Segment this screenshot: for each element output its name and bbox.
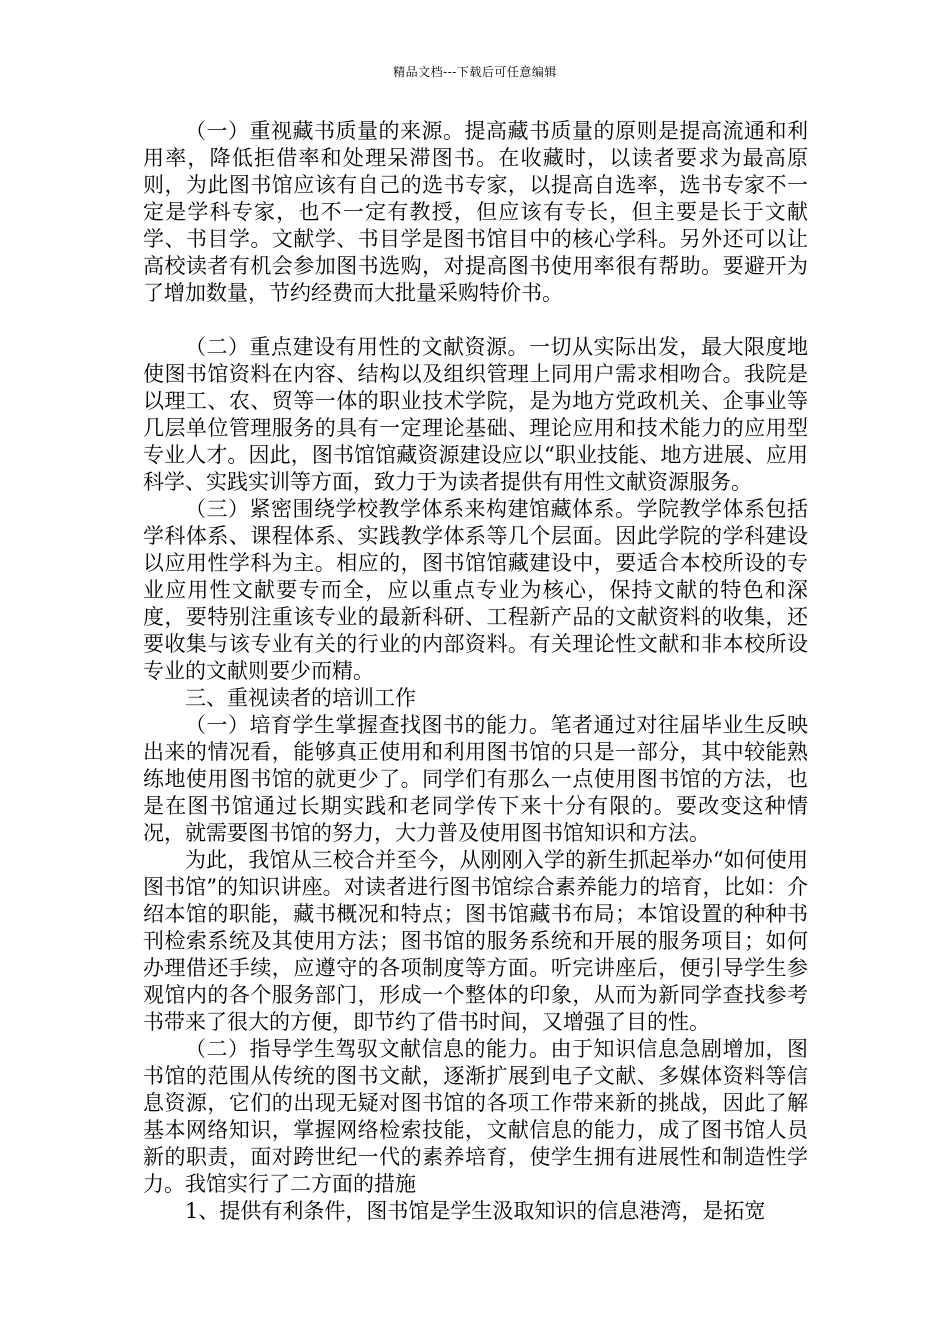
paragraph-favorable-conditions: 1、提供有利条件，图书馆是学生汲取知识的信息港湾，是拓宽 bbox=[185, 1199, 766, 1223]
section-heading-reader-training: 三、重视读者的培训工作 bbox=[185, 686, 416, 710]
paragraph-useful-resources: （二）重点建设有用性的文献资源。一切从实际出发，最大限度地使图书馆资料在内容、结构以及组织管理上同用户需求相吻合。我院是以理工、农、贸等一体的职业技术学院，是为地方党政机关、企事业等几层单位管理服务的具有一定理论基础、理论应用和技术能力的应用型专业人才。因此，图书馆馆藏资源建设应以“职业技能、地方进展、应用科学、实践实训等方面，致力于为读者提供有用性文献资源服务。 bbox=[143, 335, 808, 494]
paragraph-teaching-system: （三）紧密围绕学校教学体系来构建馆藏体系。学院教学体系包括学科体系、课程体系、实践教学体系等几个层面。因此学院的学科建设以应用性学科为主。相应的，图书馆馆藏建设中，要适合本校所设的专业应用性文献要专而全，应以重点专业为核心，保持文献的特色和深度，要特别注重该专业的最新科研、工程新产品的文献资料的收集，还要收集与该专业有关的行业的内部资料。有关理论性文献和非本校所设专业的文献则要少而精。 bbox=[143, 497, 808, 683]
paragraph-library-lectures: 为此，我馆从三校合并至今，从刚刚入学的新生抓起举办“如何使用图书馆”的知识讲座。对读者进行图书馆综合素养能力的培育，比如：介绍本馆的职能，藏书概况和特点；图书馆藏书布局；本馆设置的种种书刊检索系统及其使用方法；图书馆的服务系统和开展的服务项目；如何办理借还手续，应遵守的各项制度等方面。听完讲座后，便引导学生参观馆内的各个服务部门，形成一个整体的印象，从而为新同学查找参考书带来了很大的方便，即节约了借书时间，又增强了目的性。 bbox=[143, 848, 808, 1034]
paragraph-information-literacy: （二）指导学生驾驭文献信息的能力。由于知识信息急剧增加，图书馆的范围从传统的图书文献，逐渐扩展到电子文献、多媒体资料等信息资源，它们的出现无疑对图书馆的各项工作带来新的挑战，因此了解基本网络知识，掌握网络检索技能，文献信息的能力，成了图书馆人员新的职责，面对跨世纪一代的素养培育，使学生拥有进展性和制造性学力。我馆实行了二方面的措施 bbox=[143, 1037, 808, 1196]
paragraph-find-books-ability: （一）培育学生掌握查找图书的能力。笔者通过对往届毕业生反映出来的情况看，能够真正使用和利用图书馆的只是一部分，其中较能熟练地使用图书馆的就更少了。同学们有那么一点使用图书馆的方法，也是在图书馆通过长期实践和老同学传下来十分有限的。要改变这种情况，就需要图书馆的努力，大力普及使用图书馆知识和方法。 bbox=[143, 713, 808, 845]
paragraph-collection-quality: （一）重视藏书质量的来源。提高藏书质量的原则是提高流通和利用率，降低拒借率和处理呆滞图书。在收藏时，以读者要求为最高原则，为此图书馆应该有自己的选书专家，以提高自选率，选书专家不一定是学科专家，也不一定有教授，但应该有专长，但主要是长于文献学、书目学。文献学、书目学是图书馆目中的核心学科。另外还可以让高校读者有机会参加图书选购，对提高图书使用率很有帮助。要避开为了增加数量，节约经费而大批量采购特价书。 bbox=[143, 119, 808, 305]
page-header: 精品文档---下载后可任意编辑 bbox=[393, 65, 557, 79]
document-body bbox=[143, 118, 808, 1225]
